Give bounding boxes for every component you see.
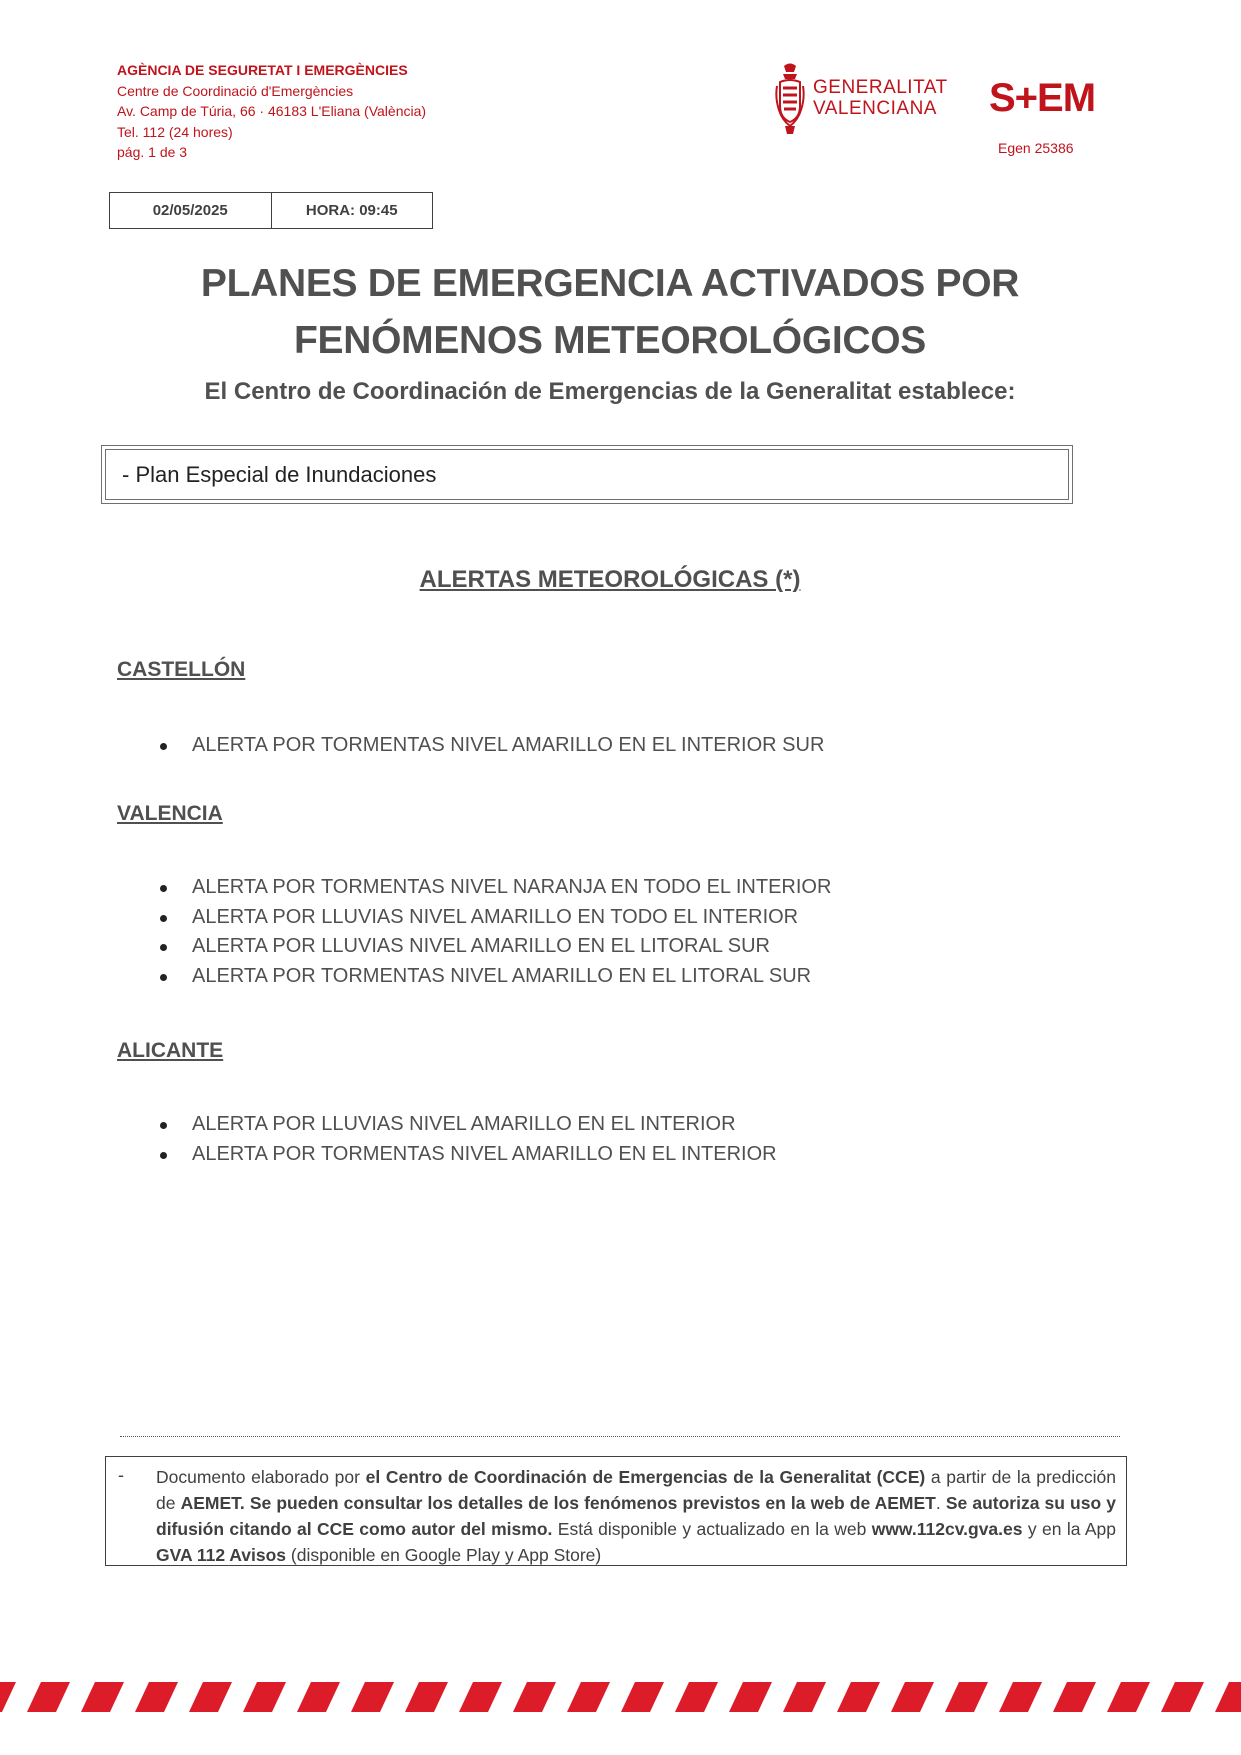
coat-of-arms-icon: [775, 62, 805, 136]
stripe-segment: [81, 1682, 124, 1712]
alert-list-alicante: [160, 1110, 777, 1169]
title-line-2: FENÓMENOS METEOROLÓGICOS: [294, 319, 926, 362]
alert-list-castellon: [160, 731, 824, 761]
footer-text-bold: AEMET. Se pueden consultar los detalles de los fenómenos previstos en la web de AEMET: [180, 1493, 936, 1513]
stripe-segment: [135, 1682, 178, 1712]
date-cell: 02/05/2025: [152, 202, 228, 219]
agency-name: AGÈNCIA DE SEGURETAT I EMERGÈNCIES: [117, 62, 408, 78]
agency-header: [117, 60, 426, 163]
sem-logo: S+EM: [989, 76, 1096, 120]
stripe-segment: [1107, 1682, 1150, 1712]
footer-disclaimer: [105, 1456, 1127, 1566]
stripe-segment: [513, 1682, 556, 1712]
footer-text-part: Documento elaborado por: [156, 1467, 366, 1487]
footer-dash: -: [118, 1465, 124, 1485]
list-item: ALERTA POR LLUVIAS NIVEL AMARILLO EN EL LITORAL SUR: [160, 932, 831, 962]
generalitat-logo: [775, 62, 955, 136]
agency-address: Av. Camp de Túria, 66 · 46183 L'Eliana (València): [117, 103, 427, 119]
footer-text-part: .: [935, 1493, 946, 1513]
stripe-segment: [729, 1682, 772, 1712]
dotted-separator: [120, 1436, 1120, 1437]
stripe-segment: [1053, 1682, 1096, 1712]
stripe-segment: [351, 1682, 394, 1712]
agency-phone: Tel. 112 (24 hores): [117, 123, 233, 140]
stripe-segment: [891, 1682, 934, 1712]
province-valencia: VALENCIA: [117, 802, 223, 825]
active-plan-box: [101, 445, 1073, 504]
list-item: ALERTA POR LLUVIAS NIVEL AMARILLO EN EL INTERIOR: [160, 1110, 777, 1140]
logo-line-2: VALENCIANA: [813, 98, 937, 119]
footer-app-name: GVA 112 Avisos: [156, 1545, 287, 1565]
footer-text-part: y en la App: [1022, 1519, 1116, 1539]
page-subtitle: El Centro de Coordinación de Emergencias de la Generalitat establece:: [204, 378, 1016, 405]
stripe-segment: [1161, 1682, 1204, 1712]
datetime-box: [109, 192, 433, 229]
stripe-segment: [1215, 1682, 1241, 1712]
stripe-segment: [837, 1682, 880, 1712]
logo-line-1: GENERALITAT: [813, 77, 948, 98]
footer-text-bold: Se autoriza su uso y difusión citando al CCE como autor del mismo.: [156, 1493, 1116, 1539]
page-number: pág. 1 de 3: [117, 144, 188, 160]
stripe-segment: [189, 1682, 232, 1712]
stripe-segment: [459, 1682, 502, 1712]
stripe-segment: [297, 1682, 340, 1712]
title-line-1: PLANES DE EMERGENCIA ACTIVADOS POR: [200, 262, 1020, 305]
list-item: ALERTA POR TORMENTAS NIVEL NARANJA EN TODO EL INTERIOR: [160, 873, 831, 903]
egen-reference: Egen 25386: [998, 140, 1074, 156]
generalitat-wordmark: [813, 77, 948, 119]
stripe-segment: [567, 1682, 610, 1712]
footer-text-bold: el Centro de Coordinación de Emergencias de la Generalitat (CCE): [365, 1467, 926, 1487]
footer-text-part: a partir de la predicción de: [156, 1467, 1116, 1513]
page-title: [120, 255, 1100, 369]
stripe-segment: [27, 1682, 70, 1712]
stripe-segment: [243, 1682, 286, 1712]
time-cell: HORA: 09:45: [271, 193, 433, 228]
stripe-segment: [621, 1682, 664, 1712]
agency-center: Centre de Coordinació d'Emergències: [117, 82, 354, 99]
footer-web-link[interactable]: www.112cv.gva.es: [871, 1519, 1023, 1539]
province-castellon: CASTELLÓN: [117, 658, 246, 681]
stripe-segment: [783, 1682, 826, 1712]
footer-text-part: Está disponible y actualizado en la web: [552, 1519, 872, 1539]
list-item: ALERTA POR TORMENTAS NIVEL AMARILLO EN EL LITORAL SUR: [160, 962, 831, 992]
alerts-heading: ALERTAS METEOROLÓGICAS (*): [419, 566, 801, 593]
footer-text: [156, 1464, 1116, 1568]
list-item: ALERTA POR LLUVIAS NIVEL AMARILLO EN TODO EL INTERIOR: [160, 903, 831, 933]
list-item: ALERTA POR TORMENTAS NIVEL AMARILLO EN EL INTERIOR SUR: [160, 731, 824, 761]
stripe-segment: [405, 1682, 448, 1712]
active-plan-text: - Plan Especial de Inundaciones: [105, 449, 1069, 500]
footer-text-part: (disponible en Google Play y App Store): [286, 1545, 602, 1565]
stripe-segment: [0, 1682, 16, 1712]
stripe-segment: [999, 1682, 1042, 1712]
alert-list-valencia: [160, 873, 831, 991]
stripe-segment: [675, 1682, 718, 1712]
list-item: ALERTA POR TORMENTAS NIVEL AMARILLO EN EL INTERIOR: [160, 1140, 777, 1170]
province-alicante: ALICANTE: [117, 1039, 224, 1062]
stripe-segment: [945, 1682, 988, 1712]
decorative-stripe-band: [0, 1682, 1241, 1712]
